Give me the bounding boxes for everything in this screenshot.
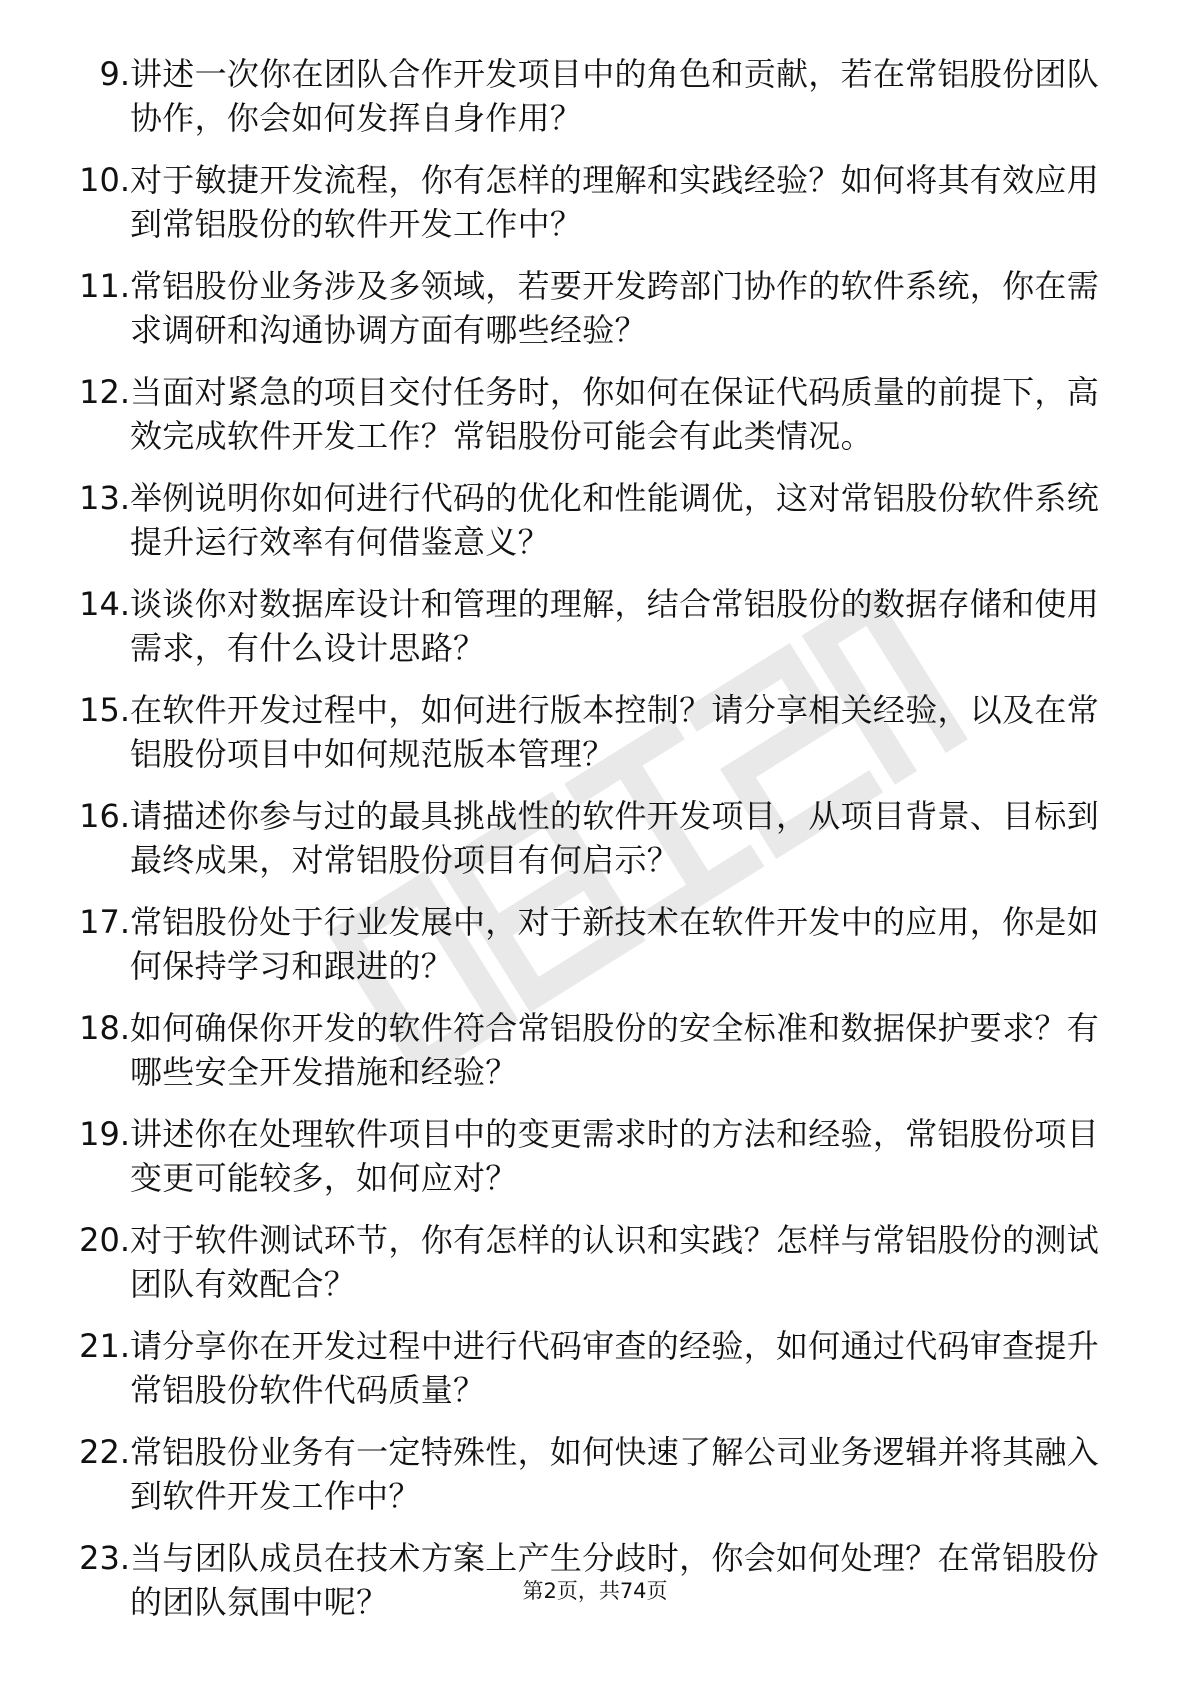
question-item (0, 158, 1190, 264)
question-number: 17. (79, 903, 130, 941)
question-text: 对于敏捷开发流程，你有怎样的理解和实践经验？如何将其有效应用到常铝股份的软件开发工作中？ (130, 161, 1100, 243)
question-number: 10. (79, 161, 130, 199)
question-number: 16. (79, 797, 130, 835)
question-number: 20. (79, 1221, 130, 1259)
question-text: 对于软件测试环节，你有怎样的认识和实践？怎样与常铝股份的测试团队有效配合？ (130, 1221, 1100, 1303)
question-text: 当与团队成员在技术方案上产生分歧时，你会如何处理？在常铝股份的团队氛围中呢？ (130, 1539, 1100, 1621)
question-text: 请描述你参与过的最具挑战性的软件开发项目，从项目背景、目标到最终成果，对常铝股份项目有何启示？ (130, 797, 1100, 879)
question-item (0, 476, 1190, 582)
question-number: 21. (79, 1327, 130, 1365)
question-item (0, 582, 1190, 688)
question-text: 谈谈你对数据库设计和管理的理解，结合常铝股份的数据存储和使用需求，有什么设计思路？ (130, 585, 1100, 667)
question-item (0, 1112, 1190, 1218)
question-number: 23. (79, 1539, 130, 1577)
question-item (0, 370, 1190, 476)
question-item (0, 794, 1190, 900)
question-item (0, 900, 1190, 1006)
question-text: 常铝股份业务有一定特殊性，如何快速了解公司业务逻辑并将其融入到软件开发工作中？ (130, 1433, 1100, 1515)
question-number: 22. (79, 1433, 130, 1471)
question-text: 常铝股份业务涉及多领域，若要开发跨部门协作的软件系统，你在需求调研和沟通协调方面有哪些经验？ (130, 267, 1100, 349)
question-text: 举例说明你如何进行代码的优化和性能调优，这对常铝股份软件系统提升运行效率有何借鉴意义？ (130, 479, 1100, 561)
question-list (0, 52, 1190, 1642)
page-footer: 第2页，共74页 (522, 1579, 668, 1603)
question-number: 18. (79, 1009, 130, 1047)
question-text: 讲述一次你在团队合作开发项目中的角色和贡献，若在常铝股份团队协作，你会如何发挥自身作用？ (130, 55, 1100, 137)
question-item (0, 1324, 1190, 1430)
question-item (0, 1218, 1190, 1324)
question-number: 13. (79, 479, 130, 517)
question-text: 请分享你在开发过程中进行代码审查的经验，如何通过代码审查提升常铝股份软件代码质量？ (130, 1327, 1100, 1409)
question-number: 9. (99, 55, 130, 93)
question-number: 15. (79, 691, 130, 729)
question-item (0, 688, 1190, 794)
question-item (0, 264, 1190, 370)
question-text: 当面对紧急的项目交付任务时，你如何在保证代码质量的前提下，高效完成软件开发工作？常铝股份可能会有此类情况。 (130, 373, 1100, 455)
question-text: 如何确保你开发的软件符合常铝股份的安全标准和数据保护要求？有哪些安全开发措施和经验？ (130, 1009, 1100, 1091)
question-text: 常铝股份处于行业发展中，对于新技术在软件开发中的应用，你是如何保持学习和跟进的？ (130, 903, 1100, 985)
question-item (0, 1006, 1190, 1112)
question-number: 19. (79, 1115, 130, 1153)
question-number: 14. (79, 585, 130, 623)
question-item (0, 1430, 1190, 1536)
question-text: 讲述你在处理软件项目中的变更需求时的方法和经验，常铝股份项目变更可能较多，如何应对？ (130, 1115, 1100, 1197)
question-number: 12. (79, 373, 130, 411)
question-text: 在软件开发过程中，如何进行版本控制？请分享相关经验，以及在常铝股份项目中如何规范版本管理？ (130, 691, 1100, 773)
question-number: 11. (79, 267, 130, 305)
question-item (0, 52, 1190, 158)
